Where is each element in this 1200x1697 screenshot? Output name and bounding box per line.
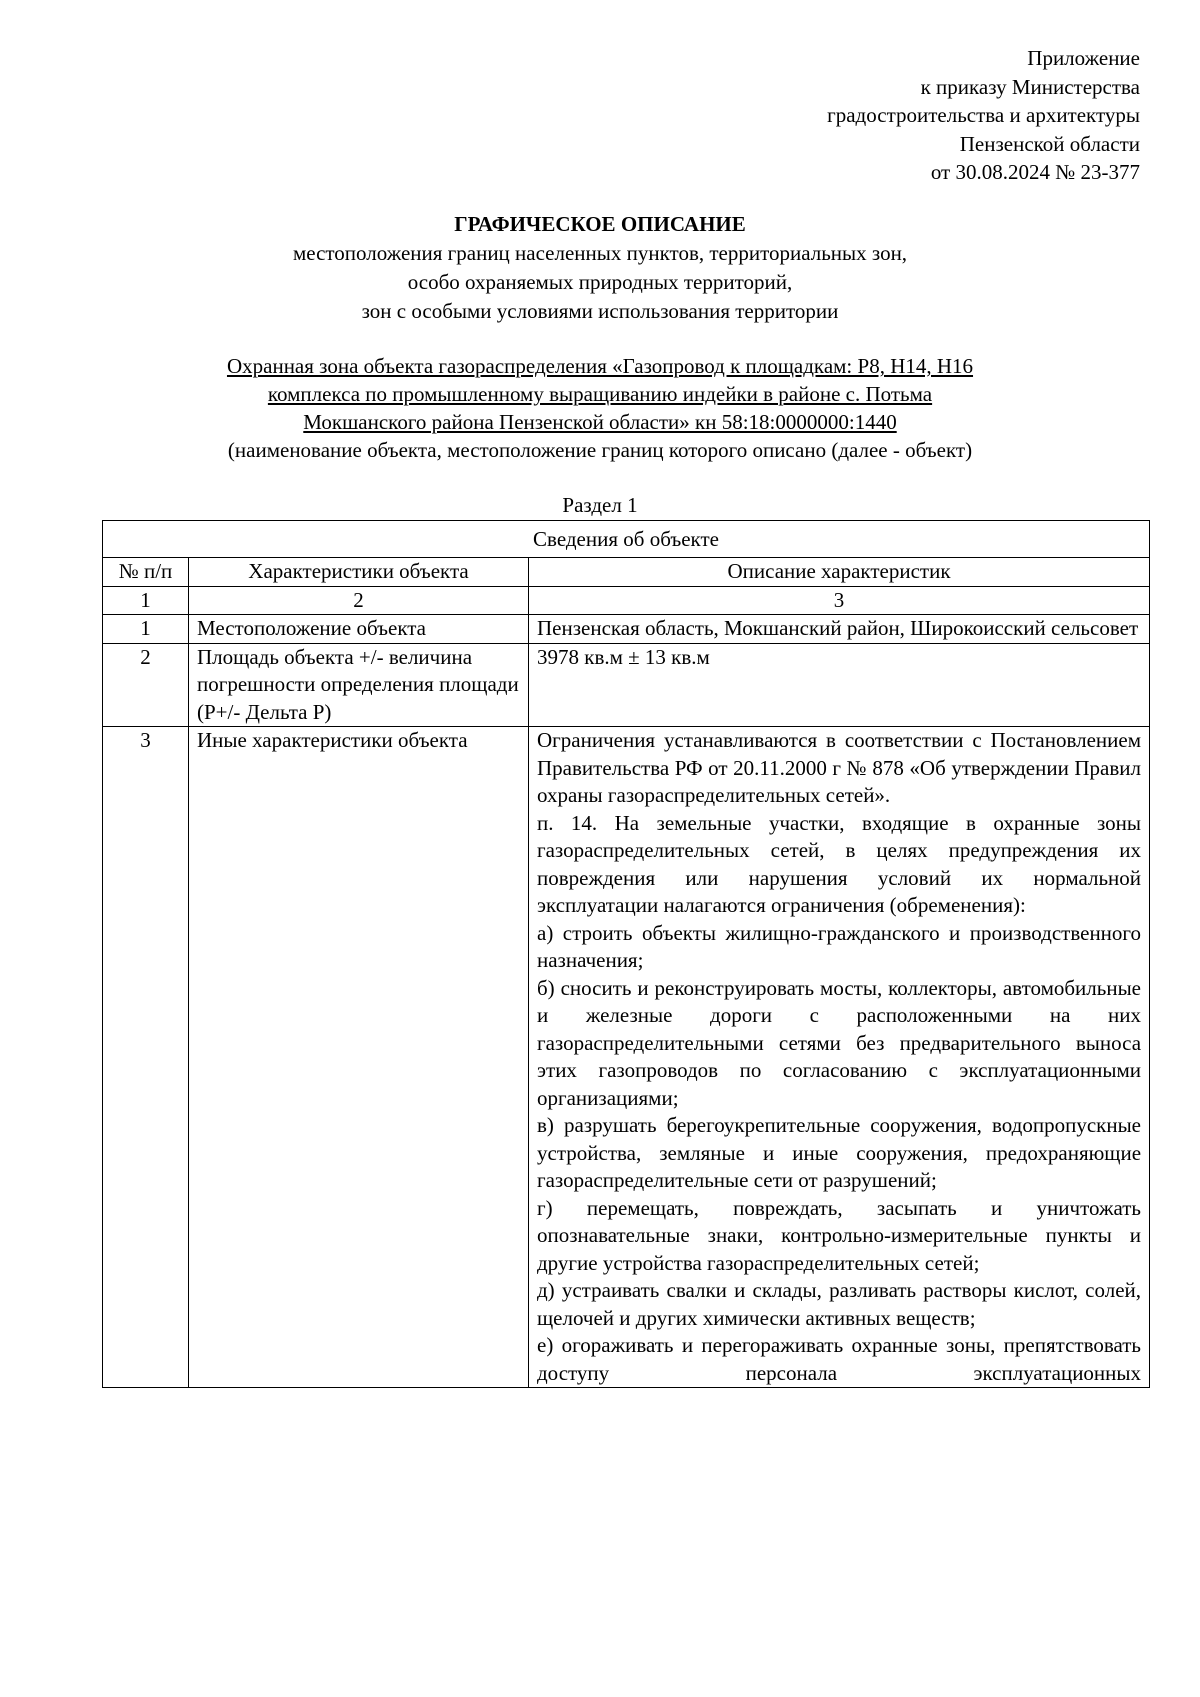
- column-header: № п/п: [103, 558, 189, 587]
- table-row: [103, 643, 1150, 727]
- row-description: [529, 727, 1150, 1388]
- title-subline: особо охраняемых природных территорий,: [407, 270, 793, 294]
- appendix-line: к приказу Министерства: [920, 74, 1140, 99]
- table-title: Сведения об объекте: [103, 521, 1150, 558]
- restriction-item: е) огораживать и перегораживать охранные зоны, препятствовать доступу персонала эксплуатационных: [537, 1333, 1142, 1385]
- restriction-item: б) сносить и реконструировать мосты, коллекторы, автомобильные и железные дороги с расположенными на них газораспределительными сетями без предварительного выноса этих газопроводов по согласованию с эксплуатационными организациями;: [537, 975, 1142, 1110]
- restriction-item: в) разрушать берегоукрепительные сооружения, водопропускные устройства, земляные и иные сооружения, предохраняющие газораспределительные сети от разрушений;: [537, 1113, 1142, 1192]
- row-characteristic: Площадь объекта +/- величина погрешности определения площади (Р+/- Дельта Р): [189, 643, 529, 727]
- restriction-item: д) устраивать свалки и склады, разливать растворы кислот, солей, щелочей и других химически активных веществ;: [537, 1278, 1142, 1330]
- restriction-item: а) строить объекты жилищно-гражданского и производственного назначения;: [537, 920, 1142, 972]
- object-info-table: [102, 520, 1150, 1388]
- appendix-line: Приложение: [1027, 46, 1140, 70]
- object-name-block: [60, 352, 1140, 464]
- title-subline: зон с особыми условиями использования территории: [361, 299, 839, 323]
- row-characteristic: Иные характеристики объекта: [189, 727, 529, 1388]
- table-row: [103, 615, 1150, 644]
- title-subline: местоположения границ населенных пунктов, территориальных зон,: [292, 241, 908, 265]
- title-heading: ГРАФИЧЕСКОЕ ОПИСАНИЕ: [454, 212, 746, 236]
- column-header: Описание характеристик: [529, 558, 1150, 587]
- row-number: 2: [103, 643, 189, 727]
- appendix-order-date: от 30.08.2024 № 23-377: [930, 160, 1140, 184]
- row-description: 3978 кв.м ± 13 кв.м: [529, 643, 1150, 727]
- document-title: [60, 210, 1140, 326]
- column-number: 2: [189, 586, 529, 615]
- table-row: [103, 727, 1150, 1388]
- appendix-line: Пензенской области: [959, 131, 1140, 156]
- appendix-line: градостроительства и архитектуры: [827, 103, 1140, 127]
- appendix-header: [827, 44, 1140, 187]
- row-characteristic: Местоположение объекта: [189, 615, 529, 644]
- row-description: Пензенская область, Мокшанский район, Широкоисский сельсовет: [529, 615, 1150, 644]
- row-number: 1: [103, 615, 189, 644]
- object-name-line: Охранная зона объекта газораспределения «Газопровод к площадкам: Р8, Н14, Н16: [226, 354, 974, 378]
- table-header-row: [103, 558, 1150, 587]
- object-caption: (наименование объекта, местоположение границ которого описано (далее - объект): [227, 438, 973, 462]
- column-number: 1: [103, 586, 189, 615]
- row-number: 3: [103, 727, 189, 1388]
- object-name-line: Мокшанского района Пензенской области» кн 58:18:0000000:1440: [303, 410, 897, 434]
- restriction-paragraph: Ограничения устанавливаются в соответствии с Постановлением Правительства РФ от 20.11.2000 г № 878 «Об утверждении Правил охраны газораспределительных сетей».: [537, 728, 1142, 807]
- restriction-item: г) перемещать, повреждать, засыпать и уничтожать опознавательные знаки, контрольно-измерительные пункты и другие устройства газораспределительных сетей;: [537, 1195, 1142, 1275]
- column-header: Характеристики объекта: [189, 558, 529, 587]
- object-name-line: комплекса по промышленному выращиванию индейки в районе с. Потьма: [267, 382, 933, 406]
- column-number: 3: [529, 586, 1150, 615]
- table-title-row: [103, 521, 1150, 558]
- restriction-paragraph: п. 14. На земельные участки, входящие в охранные зоны газораспределительных сетей, в целях предупреждения их повреждения или нарушения условий их нормальной эксплуатации налагаются ограничения (обременения):: [537, 810, 1142, 917]
- section-label: Раздел 1: [562, 493, 638, 517]
- column-number-row: [103, 586, 1150, 615]
